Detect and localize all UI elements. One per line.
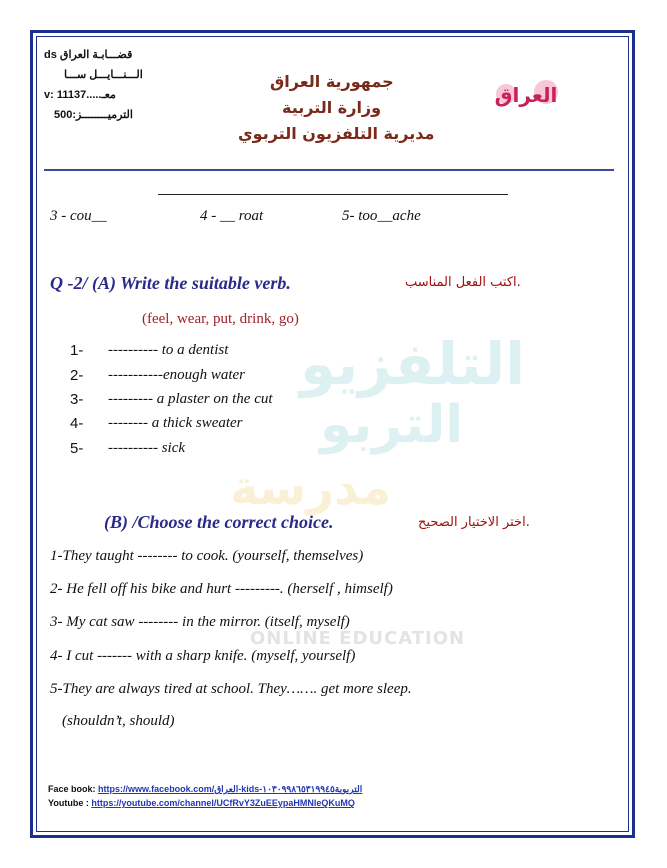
youtube-label: Youtube : [48,798,92,808]
short-divider [158,194,508,195]
watermark-line2: التربو [320,395,464,455]
q2a-item-5-text: ---------- sick [108,440,186,456]
q2a-item-2-text: -----------enough water [108,367,246,383]
iraq-logo [490,72,562,114]
q2b-item-3: 3- My cat saw -------- in the mirror. (itself, myself) [50,614,350,630]
q2a-item-5-num: 5- [70,440,84,457]
header-left-line1 [44,48,132,61]
q2a-item-3-num: 3- [70,391,84,408]
spelling-item-5: 5- too__ache [342,208,421,224]
spelling-item-3: 3 - cou__ [50,208,107,224]
header-divider [44,169,614,171]
title-ministry: وزارة التربية [282,98,382,117]
watermark-online: ONLINE EDUCATION [250,628,466,649]
logo-text: العراق [494,83,558,107]
header-line1-arabic: قضـــابـة العراق [59,49,133,61]
q2a-item-2-num: 2- [70,367,84,384]
q2b-title: (B) /Choose the correct choice. [104,512,334,532]
q2b-arabic-instruction: اختر الاختيار الصحيح. [418,515,530,530]
spelling-item-4: 4 - __ roat [200,208,264,224]
watermark-line1: التلفزيو [300,330,525,398]
q2a-arabic-instruction: اكتب الفعل المناسب. [405,275,521,290]
q2a-item-4-text: -------- a thick sweater [108,415,243,431]
facebook-label: Face book: [48,784,99,794]
q2a-title: Q -2/ (A) Write the suitable verb. [50,273,291,293]
q2b-item-5-choices: (shouldn’t, should) [62,713,175,729]
q2b-item-4: 4- I cut ------- with a sharp knife. (myself, yourself) [50,648,356,664]
q2b-item-2: 2- He fell off his bike and hurt ---------. (herself , himself) [50,581,393,597]
footer-youtube [48,798,355,808]
header-tag: ds [44,49,57,61]
title-directorate: مديرية التلفزيون التربوي [238,124,435,143]
q2b-item-1: 1-They taught -------- to cook. (yourself, themselves) [50,548,364,564]
q2a-item-1-num: 1- [70,342,84,359]
header-left-line4: 500:الترميــــــــز [54,109,133,121]
header-left-line2: الـــنـــايـــل ســـا [64,69,143,81]
watermark-line3: مدرسة [230,460,392,516]
q2b-item-5: 5-They are always tired at school. They……. get more sleep. [50,681,412,697]
facebook-link[interactable]: https://www.facebook.com/العراق-kids-التربوية١٠٣٠٩٩٨٦٥٣١٩٩٤٥ [98,784,363,794]
q2a-item-3-text: --------- a plaster on the cut [108,391,273,407]
footer-facebook [48,784,362,795]
q2a-verb-options: (feel, wear, put, drink, go) [142,311,299,327]
q2a-item-1-text: ---------- to a dentist [108,342,229,358]
title-republic: جمهورية العراق [270,72,394,91]
youtube-link[interactable]: https://youtube.com/channel/UCfRvY3ZuEEypaHMNleQKuMQ [91,798,355,808]
q2a-item-4-num: 4- [70,415,84,432]
header-left-line3: v: 11137.....معـ [44,89,116,101]
